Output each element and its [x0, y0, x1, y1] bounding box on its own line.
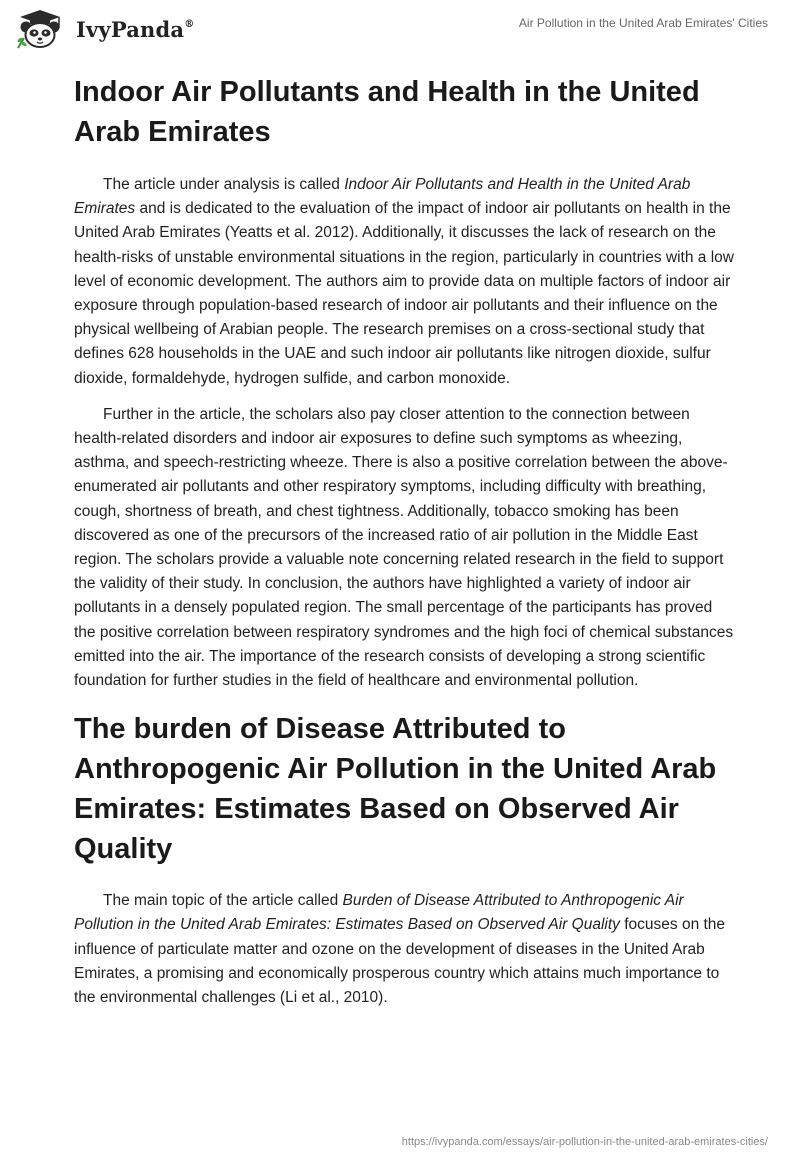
document-title: Air Pollution in the United Arab Emirates' Cities	[518, 16, 768, 30]
registered-mark: ®	[184, 18, 195, 30]
article-body	[74, 72, 734, 1022]
brand-name: IvyPanda®	[76, 16, 195, 42]
ivypanda-logo[interactable]	[14, 8, 194, 50]
section-heading-indoor-pollutants: Indoor Air Pollutants and Health in the United Arab Emirates	[74, 76, 700, 148]
section-heading-burden-of-disease: The burden of Disease Attributed to Anthropogenic Air Pollution in the United Arab Emirates: Estimates Based on Observed Air Quality	[74, 713, 717, 866]
paragraph: Further in the article, the scholars also pay closer attention to the connection between health-related disorders and indoor air exposures to define such symptoms as wheezing, asthma, and speech-restricting wheeze. There is also a positive correlation between the above-enumerated air pollutants and other respiratory symptoms, including difficulty with breathing, cough, shortness of breath, and chest tightness. Additionally, tobacco smoking has been discovered as one of the precursors of the increased ratio of air pollution in the Middle East region. The scholars provide a valuable note concerning related research in the field to support the validity of their study. In conclusion, the authors have highlighted a variety of indoor air pollutants in a densely populated region. The small percentage of the participants has proved the positive correlation between respiratory syndromes and the high foci of chemical substances emitted into the air. The importance of the research consists of developing a strong scientific foundation for further studies in the field of healthcare and environmental pollution.	[74, 405, 734, 690]
article-title-italic: Indoor Air Pollutants and Health in the United Arab Emirates	[74, 176, 691, 218]
page-header	[0, 0, 800, 60]
source-url[interactable]: https://ivypanda.com/essays/air-pollution-in-the-united-arab-emirates-cities/	[401, 1136, 768, 1148]
panda-mascot-icon	[14, 8, 70, 50]
paragraph: The main topic of the article called Burden of Disease Attributed to Anthropogenic Air Pollution in the United Arab Emirates: Estimates Based on Observed Air Quality focuses on the influence of particulate matter and ozone on the development of diseases in the United Arab Emirates, a promising and economically prosperous country which attains much importance to the environmental challenges (Li et al., 2010).	[74, 892, 726, 1007]
article-title-italic: Burden of Disease Attributed to Anthropogenic Air Pollution in the United Arab Emirates: Estimates Based on Observed Air Quality	[74, 892, 684, 934]
paragraph: The article under analysis is called Indoor Air Pollutants and Health in the United Arab Emirates and is dedicated to the evaluation of the impact of indoor air pollutants on health in the United Arab Emirates (Yeatts et al. 2012). Additionally, it discusses the lack of research on the health-risks of unstable environmental situations in the region, particularly in countries with a low level of economic development. The authors aim to provide data on multiple factors of indoor air exposure through population-based research of indoor air pollutants and their influence on the physical wellbeing of Arabian people. The research premises on a cross-sectional study that defines 628 households in the UAE and such indoor air pollutants like nitrogen dioxide, sulfur dioxide, formaldehyde, hydrogen sulfide, and carbon monoxide.	[74, 176, 734, 387]
